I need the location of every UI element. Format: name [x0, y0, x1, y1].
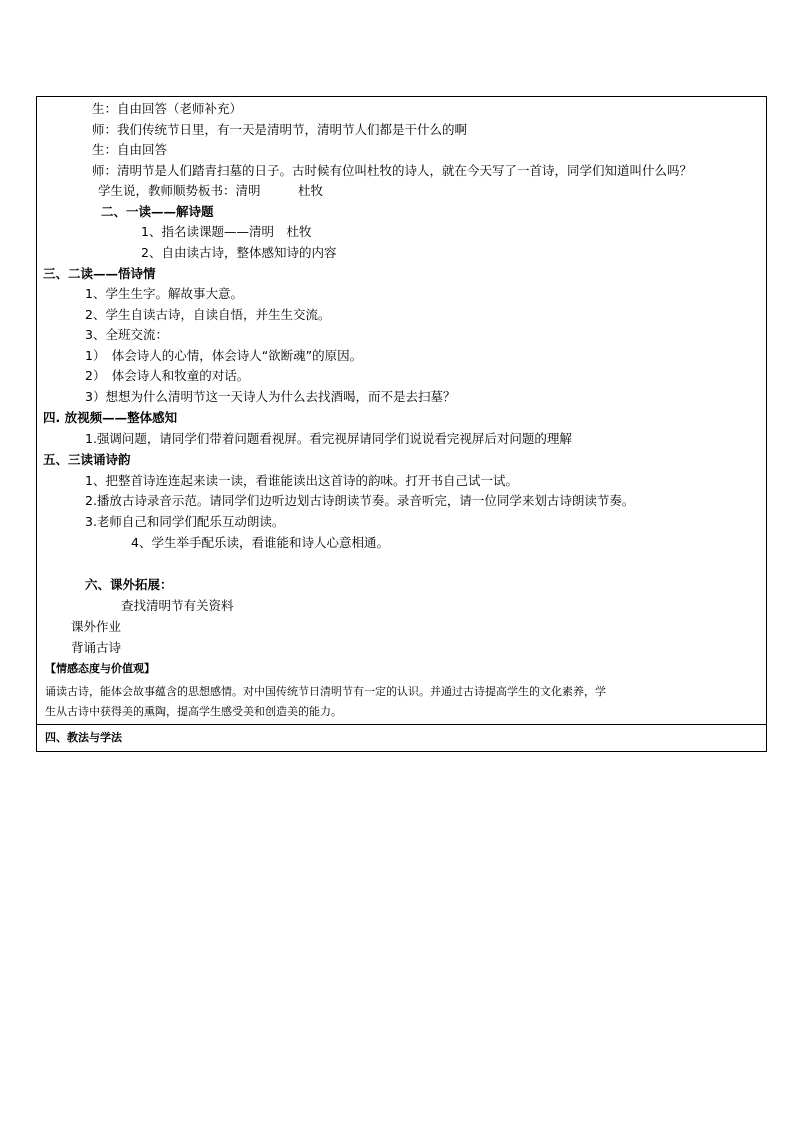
list-item: 1.强调问题，请同学们带着问题看视屏。看完视屏请同学们说说看完视屏后对问题的理解 [85, 431, 572, 446]
list-item: 2.播放古诗录音示范。请同学们边听边划古诗朗读节奏。录音听完，请一位同学来划古诗朗读节奏。 [85, 493, 635, 508]
list-item: 2） 体会诗人和牧童的对话。 [85, 368, 250, 383]
teacher-question-line: 师：我们传统节日里，有一天是清明节，清明节人们都是干什么的啊 [92, 122, 468, 137]
list-item: 3、全班交流： [85, 327, 168, 342]
homework-label: 课外作业 [71, 619, 122, 634]
list-item: 3.老师自己和同学们配乐互动朗读。 [85, 514, 285, 529]
section-heading-6: 六、课外拓展： [85, 577, 173, 592]
section-heading-4: 四. 放视频——整体感知 [43, 410, 178, 425]
list-item: 1、把整首诗连连起来读一读，看谁能读出这首诗的韵味。打开书自己试一试。 [85, 473, 518, 488]
student-answer-line: 生：自由回答（老师补充） [92, 101, 243, 116]
methods-heading: 四、教法与学法 [45, 731, 122, 744]
list-item: 1） 体会诗人的心情，体会诗人“欲断魂”的原因。 [85, 348, 363, 363]
list-item: 1、指名读课题——清明 杜牧 [141, 224, 312, 239]
homework-item: 背诵古诗 [71, 640, 122, 655]
list-item: 2、自由读古诗，整体感知诗的内容 [141, 245, 337, 260]
lesson-content-cell [37, 97, 766, 724]
section-heading-5: 五、三读诵诗韵 [43, 452, 131, 467]
board-writing-line: 学生说，教师顺势板书：清明 杜牧 [98, 183, 324, 198]
values-text-line: 生从古诗中获得美的熏陶，提高学生感受美和创造美的能力。 [45, 705, 342, 718]
list-item: 查找清明节有关资料 [121, 598, 234, 613]
values-text-line: 诵读古诗，能体会故事蕴含的思想感情。对中国传统节日清明节有一定的认识。并通过古诗提高学生的文化素养，学 [45, 685, 606, 698]
list-item: 4、学生举手配乐读，看谁能和诗人心意相通。 [131, 535, 389, 550]
list-item: 3）想想为什么清明节这一天诗人为什么去找酒喝，而不是去扫墓？ [85, 389, 456, 404]
list-item: 1、学生生字。解故事大意。 [85, 286, 243, 301]
section-heading-2: 二、一读——解诗题 [101, 204, 214, 219]
methods-cell [37, 724, 766, 752]
lesson-plan-table [36, 96, 767, 752]
teacher-intro-line: 师：清明节是人们踏青扫墓的日子。古时候有位叫杜牧的诗人，就在今天写了一首诗，同学们知道叫什么吗？ [92, 163, 693, 178]
section-heading-3: 三、二读——悟诗情 [43, 266, 156, 281]
list-item: 2、学生自读古诗，自读自悟，并生生交流。 [85, 307, 331, 322]
values-title: 【情感态度与价值观】 [45, 662, 155, 675]
student-answer-line: 生：自由回答 [92, 142, 168, 157]
